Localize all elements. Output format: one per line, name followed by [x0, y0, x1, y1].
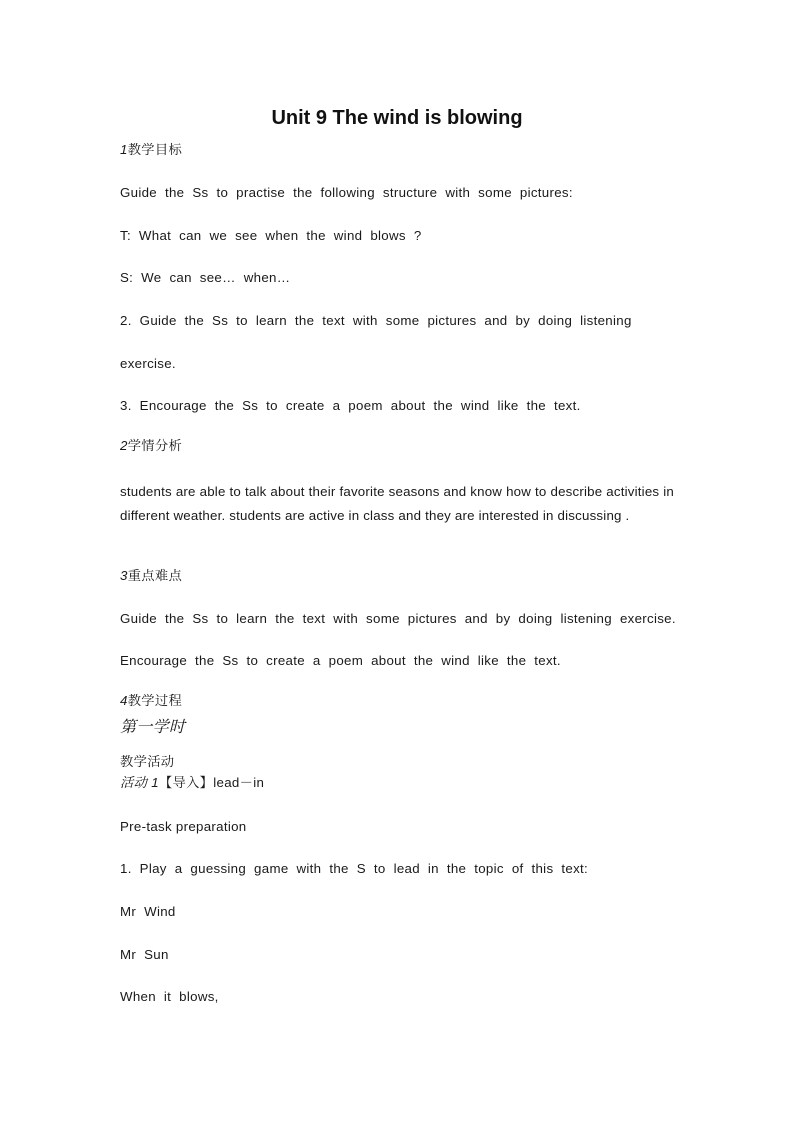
section-heading-2 [120, 437, 182, 455]
process-line-2: 1. Play a guessing game with the S to lead in the topic of this text: [120, 861, 589, 876]
process-line-5: When it blows, [120, 989, 219, 1004]
goal-line-3: S: We can see… when… [120, 270, 291, 285]
section-title: 学情分析 [127, 438, 183, 453]
section-number: 1 [120, 142, 128, 157]
goal-line-4: 2. Guide the Ss to learn the text with some pictures and by doing listening [120, 313, 632, 328]
goal-line-1: Guide the Ss to practise the following structure with some pictures: [120, 185, 573, 200]
activity-prefix: 活动 1 [120, 775, 159, 790]
lesson-title: 第一学时 [120, 719, 186, 736]
section-number: 3 [120, 568, 128, 583]
process-line-4: Mr Sun [120, 947, 169, 962]
document-title: Unit 9 The wind is blowing [271, 107, 523, 129]
keypoint-line-1: Guide the Ss to learn the text with some pictures and by doing listening exercise. [120, 611, 676, 626]
goal-line-6: 3. Encourage the Ss to create a poem about the wind like the text. [120, 398, 581, 413]
process-line-1: Pre-task preparation [120, 819, 247, 834]
analysis-paragraph: students are able to talk about their favorite seasons and know how to describe activities in different weather. students are active in class and they are interested in discussing . [120, 484, 674, 523]
process-line-3: Mr Wind [120, 904, 176, 919]
section-heading-1 [120, 141, 182, 159]
section-number: 2 [120, 438, 128, 453]
section-title: 教学过程 [127, 693, 183, 708]
section-heading-4 [120, 692, 182, 710]
section-title: 教学目标 [127, 142, 183, 157]
activity-1-heading [120, 774, 264, 792]
goal-line-2: T: What can we see when the wind blows ? [120, 228, 422, 243]
section-number: 4 [120, 693, 128, 708]
goal-line-5: exercise. [120, 356, 176, 371]
section-title: 重点难点 [127, 568, 183, 583]
keypoint-line-2: Encourage the Ss to create a poem about the wind like the text. [120, 653, 561, 668]
activities-label: 教学活动 [120, 754, 175, 769]
activity-label: 【导入】lead－in [158, 775, 265, 790]
section-heading-3 [120, 567, 182, 585]
